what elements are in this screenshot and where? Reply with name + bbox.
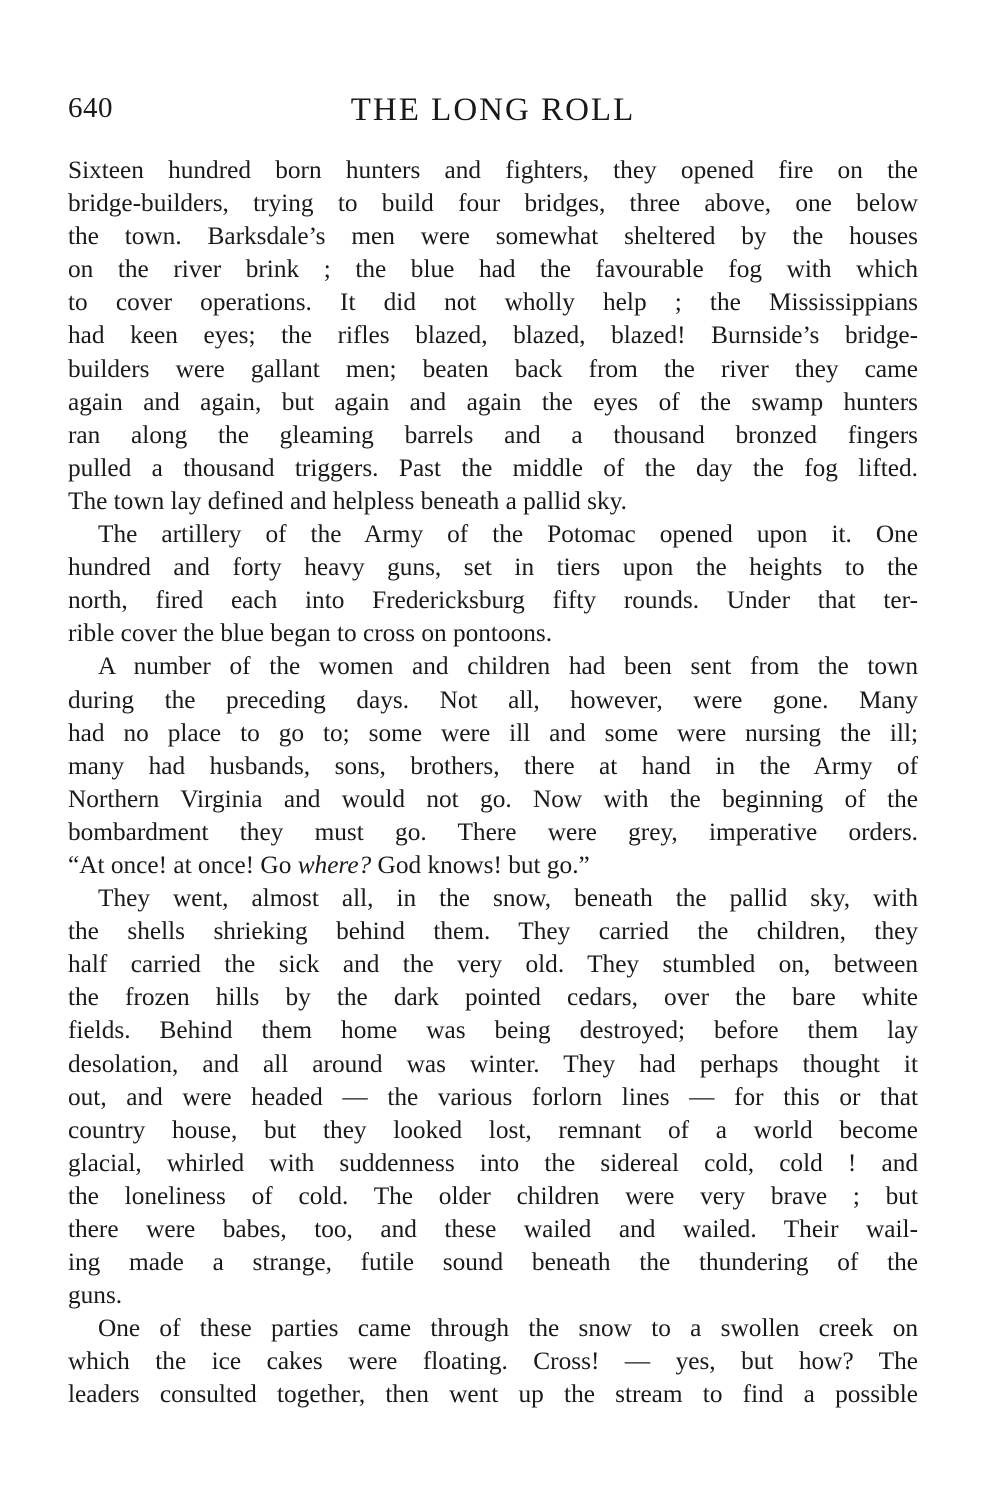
text-line: One of these parties came through the snow to a swollen creek on	[98, 1314, 918, 1343]
text-line: pulled a thousand triggers. Past the middle of the day the fog lifted.	[68, 453, 918, 482]
text-line: fields. Behind them home was being destroyed; before them lay	[68, 1016, 918, 1045]
text-line: which the ice cakes were floating. Cross! — yes, but how? The	[68, 1347, 918, 1376]
text-line: out, and were headed — the various forlorn lines — for this or that	[68, 1082, 918, 1111]
paragraph-5	[68, 1312, 918, 1411]
page-number: 640	[68, 92, 113, 124]
text-line: A number of the women and children had been sent from the town	[98, 652, 918, 681]
text-line: during the preceding days. Not all, however, were gone. Many	[68, 685, 918, 714]
text-line: desolation, and all around was winter. They had perhaps thought it	[68, 1049, 918, 1078]
text-line: builders were gallant men; beaten back from the river they came	[68, 354, 918, 383]
paragraph-1	[68, 154, 918, 518]
text-line: The artillery of the Army of the Potomac opened upon it. One	[98, 520, 918, 549]
text-line: had keen eyes; the rifles blazed, blazed, blazed! Burnside’s bridge-	[68, 321, 918, 350]
text-line: on the river brink ; the blue had the favourable fog with which	[68, 255, 918, 284]
text-line: had no place to go to; some were ill and some were nursing the ill;	[68, 718, 918, 747]
text-line: to cover operations. It did not wholly help ; the Mississippians	[68, 288, 918, 317]
running-title: THE LONG ROLL	[350, 92, 636, 128]
text-line: the frozen hills by the dark pointed cedars, over the bare white	[68, 983, 918, 1012]
text-line: the town. Barksdale’s men were somewhat sheltered by the houses	[68, 222, 918, 251]
text-line: rible cover the blue began to cross on pontoons.	[68, 619, 553, 648]
text-line: guns.	[68, 1281, 123, 1310]
text-line: bridge-builders, trying to build four bridges, three above, one below	[68, 189, 918, 218]
paragraph-2	[68, 518, 918, 650]
text-line: north, fired each into Fredericksburg fifty rounds. Under that ter-	[68, 586, 918, 615]
book-page	[68, 92, 918, 1412]
text-line: again and again, but again and again the eyes of the swamp hunters	[68, 387, 918, 416]
paragraph-3	[68, 650, 918, 882]
body-text	[68, 154, 918, 1412]
text-line: The town lay defined and helpless beneath a pallid sky.	[68, 486, 627, 515]
text-line: there were babes, too, and these wailed and wailed. Their wail-	[68, 1215, 918, 1243]
italic-word: where?	[297, 850, 372, 879]
text-line: ran along the gleaming barrels and a thousand bronzed fingers	[68, 420, 918, 449]
text-line: many had husbands, sons, brothers, there at hand in the Army of	[68, 751, 918, 780]
text-line: leaders consulted together, then went up the stream to find a possible	[68, 1380, 918, 1409]
text-line: They went, almost all, in the snow, beneath the pallid sky, with	[98, 884, 918, 913]
text-line: bombardment they must go. There were grey, imperative orders.	[68, 817, 918, 846]
text-line: the shells shrieking behind them. They carried the children, they	[68, 917, 918, 946]
text-line: hundred and forty heavy guns, set in tiers upon the heights to the	[68, 553, 918, 582]
text-line: ing made a strange, futile sound beneath the thundering of the	[68, 1248, 918, 1277]
text-line-with-italic	[68, 849, 918, 882]
page-header	[68, 92, 918, 142]
text-line: country house, but they looked lost, remnant of a world become	[68, 1115, 918, 1144]
text-line: half carried the sick and the very old. They stumbled on, between	[68, 950, 918, 979]
paragraph-4	[68, 882, 918, 1312]
text-line: Sixteen hundred born hunters and fighters, they opened fire on the	[68, 156, 918, 184]
text-line: the loneliness of cold. The older children were very brave ; but	[68, 1181, 918, 1210]
quote-text-before: “At once! at once! Go	[68, 850, 298, 879]
text-line: glacial, whirled with suddenness into the sidereal cold, cold ! and	[68, 1148, 918, 1177]
text-line: Northern Virginia and would not go. Now with the beginning of the	[68, 784, 918, 813]
quote-text-after: God knows! but go.”	[371, 850, 590, 879]
